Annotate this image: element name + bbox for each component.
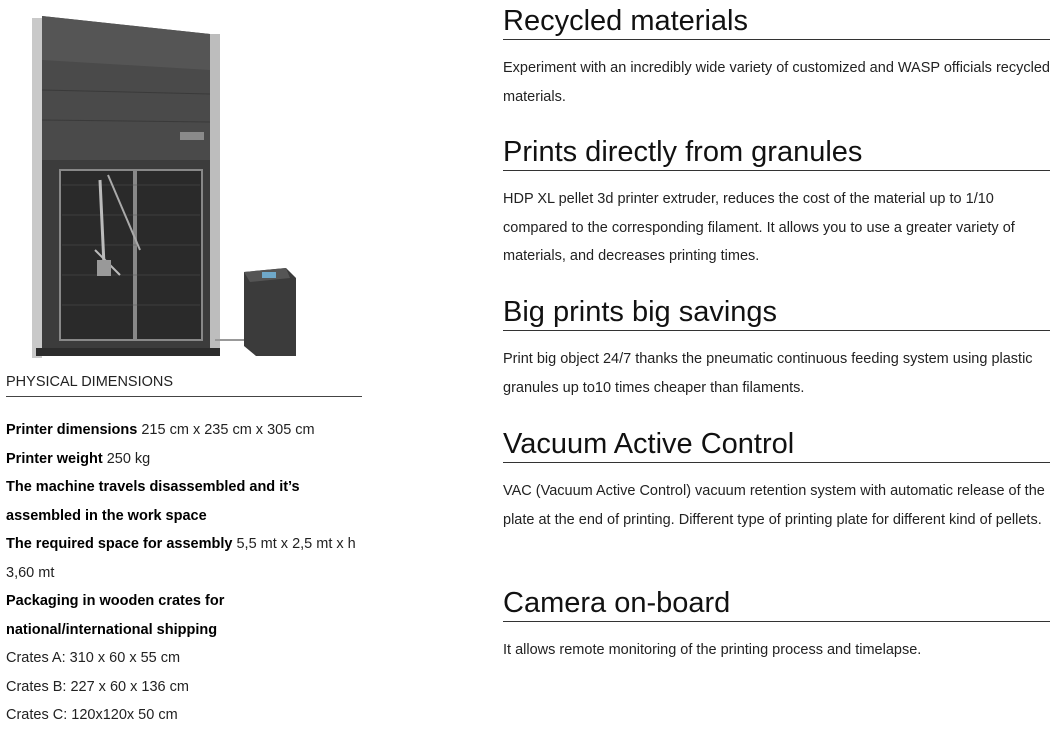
- spec-required-space: The required space for assembly 5,5 mt x 2,5 mt x h 3,60 mt: [6, 536, 356, 581]
- feature-text: Experiment with an incredibly wide variety of customized and WASP officials recycled materials.: [503, 60, 1050, 105]
- feature-title: Vacuum Active Control: [503, 427, 1050, 463]
- feature-title: Prints directly from granules: [503, 135, 1050, 171]
- physical-dimensions-heading: PHYSICAL DIMENSIONS: [6, 374, 362, 397]
- feature-camera-on-board: [503, 586, 1050, 665]
- feature-prints-from-granules: [503, 135, 1050, 271]
- feature-text: VAC (Vacuum Active Control) vacuum retention system with automatic release of the plate at the end of printing. Different type of printing plate for different kind of pellets.: [503, 483, 1045, 528]
- feature-title: Recycled materials: [503, 4, 1050, 40]
- crate-c: Crates C: 120x120x 50 cm: [6, 707, 178, 723]
- feature-text: HDP XL pellet 3d printer extruder, reduces the cost of the material up to 1/10 compared to the corresponding filament. It allows you to use a greater variety of materials, and decreases printing times.: [503, 191, 1015, 264]
- feature-text: Print big object 24/7 thanks the pneumatic continuous feeding system using plastic granules up to10 times cheaper than filaments.: [503, 351, 1033, 396]
- physical-dimensions-column: [0, 0, 370, 723]
- spec-disassembled: The machine travels disassembled and it’s assembled in the work space: [6, 479, 300, 524]
- feature-recycled-materials: [503, 4, 1050, 111]
- crate-a: Crates A: 310 x 60 x 55 cm: [6, 650, 181, 666]
- feature-vacuum-active-control: [503, 427, 1050, 534]
- feature-text: It allows remote monitoring of the printing process and timelapse.: [503, 642, 922, 658]
- dimensions-list: [6, 416, 362, 730]
- feature-title: Camera on-board: [503, 586, 1050, 622]
- feature-big-prints: [503, 295, 1050, 402]
- crate-b: Crates B: 227 x 60 x 136 cm: [6, 678, 189, 695]
- spec-packaging: Packaging in wooden crates for national/international shipping: [6, 593, 225, 638]
- spec-printer-dimensions: Printer dimensions 215 cm x 235 cm x 305 cm: [6, 422, 315, 438]
- feature-title: Big prints big savings: [503, 295, 1050, 331]
- spec-printer-weight: Printer weight 250 kg: [6, 450, 151, 467]
- printer-image: [0, 10, 370, 362]
